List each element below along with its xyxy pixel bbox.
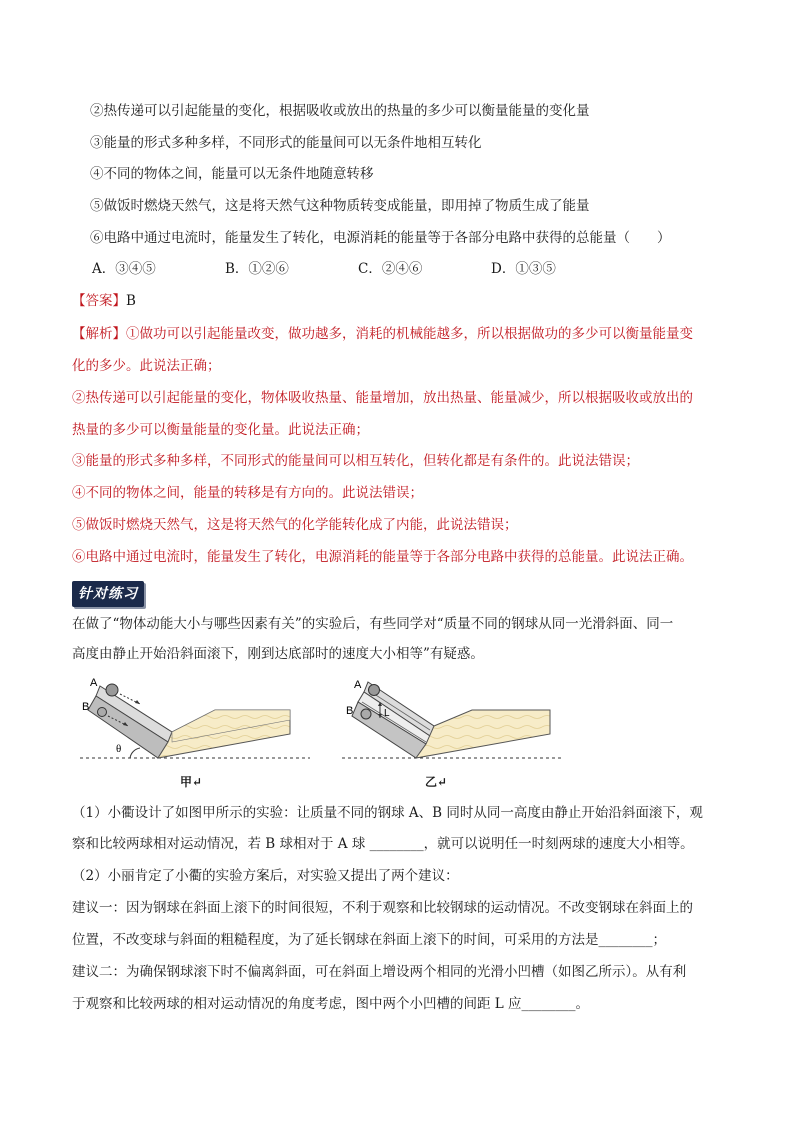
practice-line: 位置，不改变球与斜面的粗糙程度，为了延长钢球在斜面上滚下的时间，可采用的方法是________； (72, 932, 666, 948)
question-item: ②热传递可以引起能量的变化，根据吸收或放出的热量的多少可以衡量能量的变化量 (90, 103, 590, 119)
question-item: ④不同的物体之间，能量可以无条件地随意转移 (90, 166, 374, 182)
label-b: B (82, 701, 90, 713)
section-banner: 针对练习 (72, 581, 144, 607)
label-theta: θ (116, 743, 122, 755)
practice-line: （1）小衢设计了如图甲所示的实验：让质量不同的钢球 A、B 同时从同一高度由静止开始沿斜面滚下，观 (72, 805, 703, 821)
practice-line: 建议一：因为钢球在斜面上滚下的时间很短，不利于观察和比较钢球的运动情况。不改变钢球在斜面上的 (72, 900, 693, 916)
ball-b (98, 708, 107, 717)
practice-line: 察和比较两球相对运动情况，若 B 球相对于 A 球 ________，就可以说明任一时刻两球的速度大小相等。 (72, 836, 694, 852)
figure-right-diagram (342, 672, 564, 764)
ball-a (369, 685, 380, 696)
analysis-line (72, 324, 693, 344)
label-a: A (354, 679, 362, 691)
option-a: A．③④⑤ (92, 261, 156, 277)
practice-intro-line: 在做了“物体动能大小与哪些因素有关”的实验后，有些同学对“质量不同的钢球从同一光滑斜面、同一 (72, 616, 674, 632)
analysis-line: ③能量的形式多种多样，不同形式的能量间可以相互转化，但转化都是有条件的。此说法错误； (72, 453, 639, 469)
figure-left-diagram (80, 672, 310, 764)
question-item: ⑥电路中通过电流时，能量发生了转化，电源消耗的能量等于各部分电路中获得的总能量（ ） (90, 230, 671, 246)
practice-intro-line: 高度由静止开始沿斜面滚下，刚到达底部时的速度大小相等”有疑惑。 (72, 646, 484, 662)
label-a: A (90, 677, 98, 689)
practice-line: 于观察和比较两球的相对运动情况的角度考虑，图中两个小凹槽的间距 L 应________。 (72, 996, 590, 1012)
answer-value: B (126, 293, 136, 309)
practice-line: （2）小丽肯定了小衢的实验方案后，对实验又提出了两个建议： (72, 868, 459, 884)
analysis-text: ①做功可以引起能量改变，做功越多，消耗的机械能越多，所以根据做功的多少可以衡量能量变 (126, 326, 693, 342)
figure-left-caption: 甲↵ (180, 775, 203, 789)
analysis-line: ④不同的物体之间，能量的转移是有方向的。此说法错误； (72, 485, 423, 501)
question-item: ③能量的形式多种多样，不同形式的能量间可以无条件地相互转化 (90, 135, 482, 151)
answer-line (72, 291, 136, 311)
ball-b (361, 709, 371, 719)
analysis-line: 化的多少。此说法正确； (72, 358, 221, 374)
analysis-line: ②热传递可以引起能量的变化，物体吸收热量、能量增加，放出热量、能量减少，所以根据吸收或放出的 (72, 390, 693, 406)
answer-options (92, 259, 624, 279)
label-l: L (384, 708, 390, 719)
figure-right-caption: 乙↵ (425, 775, 448, 789)
option-b: B．①②⑥ (225, 261, 289, 277)
analysis-tag: 【解析】 (72, 326, 126, 342)
analysis-line: 热量的多少可以衡量能量的变化量。此说法正确； (72, 422, 369, 438)
practice-line: 建议二：为确保钢球滚下时不偏离斜面，可在斜面上增设两个相同的光滑小凹槽（如图乙所示）。从有利 (72, 964, 687, 980)
ball-a (106, 684, 118, 696)
question-item: ⑤做饭时燃烧天然气，这是将天然气这种物质转变成能量，即用掉了物质生成了能量 (90, 198, 590, 214)
answer-tag: 【答案】 (72, 293, 126, 309)
option-c: C．②④⑥ (358, 261, 423, 277)
analysis-line: ⑥电路中通过电流时，能量发生了转化，电源消耗的能量等于各部分电路中获得的总能量。此说法正确。 (72, 549, 693, 565)
label-b: B (346, 705, 354, 717)
option-d: D．①③⑤ (491, 261, 556, 277)
analysis-line: ⑤做饭时燃烧天然气，这是将天然气的化学能转化成了内能，此说法错误； (72, 517, 518, 533)
